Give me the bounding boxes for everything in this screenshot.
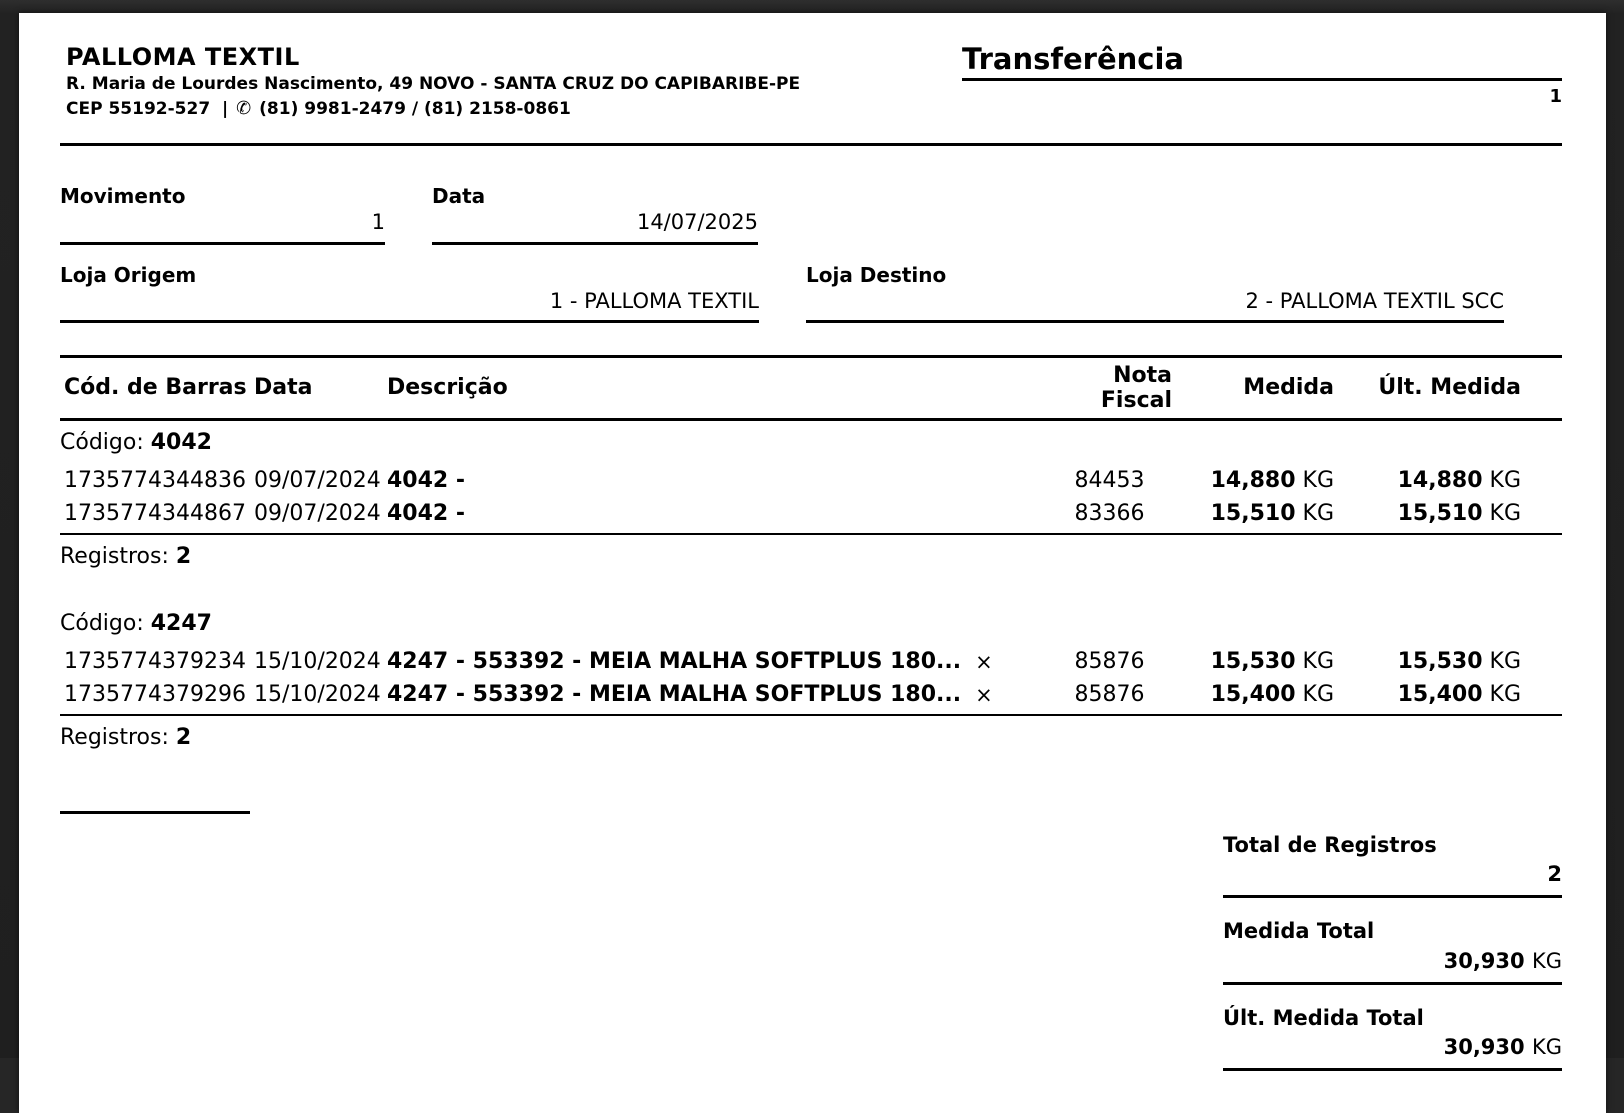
cell-medida (1172, 498, 1334, 531)
codigo-value: 4247 (150, 610, 212, 636)
cell-barcode: 1735774379296 (64, 681, 246, 707)
group-code-line (60, 430, 1562, 456)
field-loja-destino (806, 263, 1504, 323)
cell-ult-medida (1334, 465, 1521, 498)
ult-medida-total-value (1223, 1034, 1562, 1061)
movimento-label: Movimento (60, 184, 186, 209)
medida-number: 15,400 (1210, 681, 1296, 707)
header-medida: Medida (1243, 375, 1334, 401)
phone-icon: ✆ (236, 97, 252, 119)
loja-destino-label: Loja Destino (806, 262, 947, 287)
cell-barcode: 1735774344867 (64, 500, 246, 526)
header-data: Data (254, 375, 313, 401)
fields-row-movimento (60, 184, 1562, 244)
page-title: Transferência (962, 43, 1562, 81)
medida-total-box (1223, 918, 1562, 985)
cell-nota-fiscal: 85876 (1074, 681, 1145, 707)
data-value: 14/07/2025 (636, 210, 758, 235)
medida-number: 15,530 (1210, 649, 1296, 675)
ult-medida-unit: KG (1489, 500, 1521, 526)
company-cep: CEP 55192-527 (66, 98, 211, 119)
signature-divider (60, 811, 250, 814)
ult-medida-total-unit: KG (1531, 1035, 1562, 1060)
report-page (19, 13, 1606, 1113)
company-name: PALLOMA TEXTIL (66, 43, 300, 71)
fields-row-lojas (60, 263, 1562, 323)
registros-label: Registros: (60, 725, 169, 751)
registros-count: 2 (175, 725, 192, 751)
ult-medida-unit: KG (1489, 649, 1521, 675)
header-descricao: Descrição (387, 375, 508, 401)
medida-unit: KG (1302, 500, 1334, 526)
x-mark-icon: × (975, 649, 993, 674)
description-text: 4042 - (387, 468, 466, 494)
header-cod-barras: Cód. de Barras (64, 375, 247, 401)
company-phones: (81) 9981-2479 / (81) 2158-0861 (259, 98, 571, 119)
field-movimento (60, 184, 385, 244)
cell-medida (1172, 465, 1334, 498)
total-registros-label: Total de Registros (1223, 832, 1437, 857)
table-header-row (60, 355, 1562, 421)
ult-medida-number: 15,510 (1397, 500, 1483, 526)
table-row (60, 646, 1562, 679)
cell-medida (1172, 646, 1334, 679)
page-number: 1 (1549, 86, 1562, 108)
total-registros-value: 2 (1547, 861, 1562, 886)
description-text: 4247 - 553392 - MEIA MALHA SOFTPLUS 180... (387, 681, 962, 707)
field-data (432, 184, 758, 244)
cell-barcode: 1735774379234 (64, 649, 246, 675)
company-address: R. Maria de Lourdes Nascimento, 49 NOVO - SANTA CRUZ DO CAPIBARIBE-PE (66, 73, 801, 94)
group-rows (60, 646, 1562, 716)
header-nota-fiscal: Nota Fiscal (1100, 362, 1172, 413)
items-table (60, 355, 1562, 752)
cell-barcode: 1735774344836 (64, 468, 246, 494)
group-4042 (60, 430, 1562, 571)
codigo-label: Código: (60, 610, 144, 636)
x-mark-icon: × (975, 682, 993, 707)
medida-total-label: Medida Total (1223, 919, 1375, 944)
medida-number: 15,510 (1210, 500, 1296, 526)
cell-medida (1172, 679, 1334, 712)
registros-line (60, 725, 1562, 751)
description-text: 4042 - (387, 500, 466, 526)
ult-medida-total-label: Últ. Medida Total (1223, 1005, 1424, 1030)
table-row (60, 465, 1562, 498)
totals-block (1223, 832, 1562, 1072)
cell-nota-fiscal: 83366 (1074, 500, 1145, 526)
report-header (60, 43, 1562, 121)
cell-description (387, 679, 1047, 712)
ult-medida-unit: KG (1489, 468, 1521, 494)
ult-medida-number: 14,880 (1397, 468, 1483, 494)
data-label: Data (432, 184, 486, 209)
table-row (60, 498, 1562, 531)
loja-destino-value: 2 - PALLOMA TEXTIL SCC (1245, 288, 1504, 313)
header-ult-medida: Últ. Medida (1378, 375, 1521, 401)
cell-date: 09/07/2024 (254, 500, 381, 526)
cell-nota-fiscal: 84453 (1074, 468, 1145, 494)
ult-medida-number: 15,530 (1397, 649, 1483, 675)
group-code-line (60, 611, 1562, 637)
medida-number: 14,880 (1210, 468, 1296, 494)
ult-medida-total-number: 30,930 (1443, 1035, 1525, 1060)
company-block (60, 43, 962, 121)
ult-medida-total-box (1223, 1005, 1562, 1072)
cell-date: 15/10/2024 (254, 681, 381, 707)
codigo-label: Código: (60, 429, 144, 455)
ult-medida-number: 15,400 (1397, 681, 1483, 707)
medida-unit: KG (1302, 468, 1334, 494)
registros-label: Registros: (60, 544, 169, 570)
header-divider (60, 143, 1562, 146)
medida-total-unit: KG (1531, 948, 1562, 973)
cell-date: 15/10/2024 (254, 649, 381, 675)
medida-unit: KG (1302, 649, 1334, 675)
medida-total-number: 30,930 (1443, 948, 1525, 973)
medida-unit: KG (1302, 681, 1334, 707)
codigo-value: 4042 (150, 429, 212, 455)
cell-ult-medida (1334, 679, 1521, 712)
field-loja-origem (60, 263, 759, 323)
group-4247 (60, 611, 1562, 752)
movimento-value: 1 (371, 210, 385, 235)
ult-medida-unit: KG (1489, 681, 1521, 707)
loja-origem-value: 1 - PALLOMA TEXTIL (549, 288, 759, 313)
company-contact (66, 96, 962, 122)
description-text: 4247 - 553392 - MEIA MALHA SOFTPLUS 180... (387, 649, 962, 675)
title-block (962, 43, 1562, 107)
cell-nota-fiscal: 85876 (1074, 649, 1145, 675)
cell-description (387, 465, 1047, 498)
cell-description (387, 498, 1047, 531)
pipe-glyph: | (222, 98, 229, 119)
cell-ult-medida (1334, 498, 1521, 531)
cell-ult-medida (1334, 646, 1521, 679)
loja-origem-label: Loja Origem (60, 262, 197, 287)
cell-description (387, 646, 1047, 679)
medida-total-value (1223, 948, 1562, 975)
cell-date: 09/07/2024 (254, 468, 381, 494)
group-rows (60, 465, 1562, 535)
table-row (60, 679, 1562, 712)
total-registros-box (1223, 832, 1562, 899)
registros-line (60, 544, 1562, 570)
registros-count: 2 (175, 544, 192, 570)
